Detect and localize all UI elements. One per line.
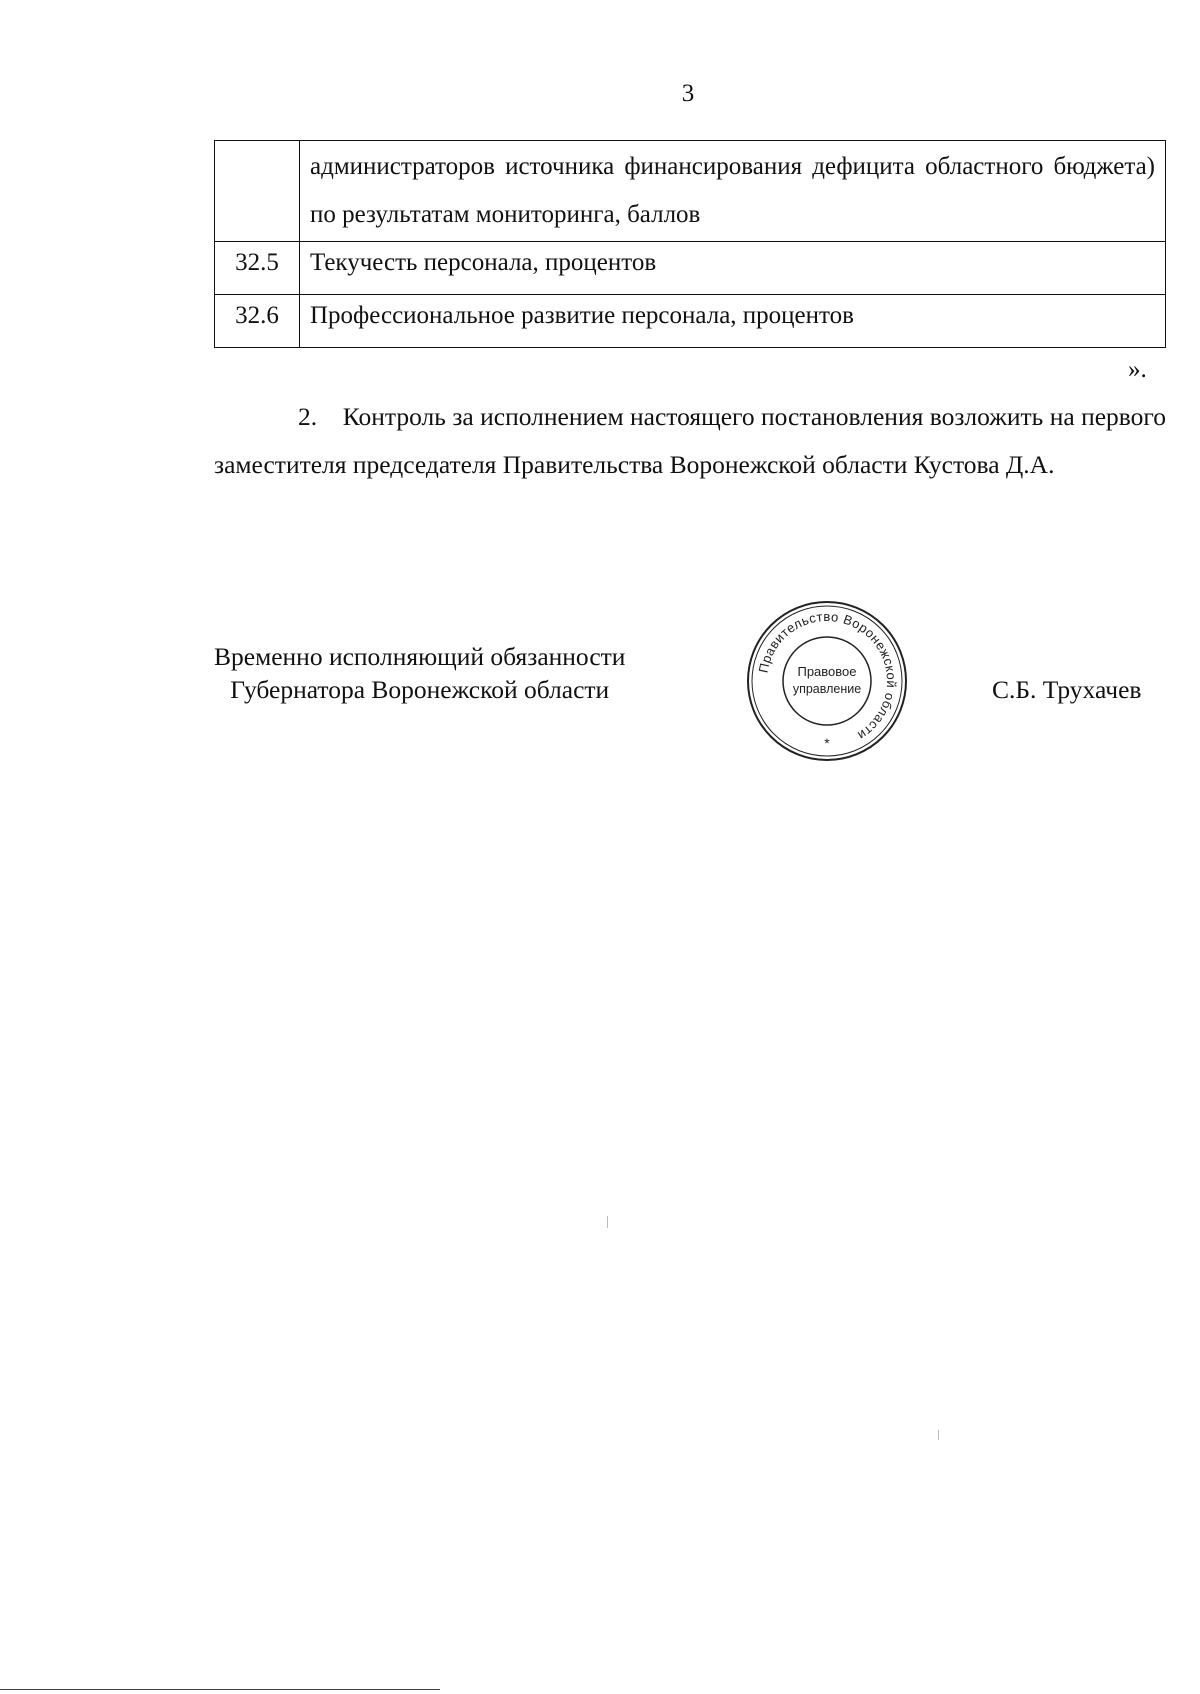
table-row [215,295,1166,348]
footer-rule [0,1689,440,1690]
table-row [215,141,1166,242]
scan-speck [938,1430,939,1440]
closing-quote: ». [1128,356,1147,383]
table-cell-number: 32.6 [215,295,300,348]
table-cell-description: администраторов источника финансирования дефицита областного бюджета) по результатам мониторинга, баллов [300,141,1166,242]
scan-speck [607,1216,608,1228]
signatory-title-line-2: Губернатора Воронежской области [230,675,610,704]
page-number: 3 [681,80,695,107]
table-cell-description: Профессиональное развитие персонала, процентов [300,295,1166,348]
stamp-center-line-2: управление [792,682,862,696]
table-cell-number: 32.5 [215,242,300,295]
stamp-bottom-mark: * [824,735,830,751]
official-seal-stamp [744,598,910,764]
stamp-center-line-1: Правовое [797,664,857,679]
resolution-paragraph [214,393,1166,489]
table-row [215,242,1166,295]
indicators-table [214,140,1166,348]
paragraph-number: 2. [298,402,318,431]
paragraph-text: Контроль за исполнением настоящего постановления возложить на первого заместителя председателя Правительства Воронежской области Кустова Д.А. [214,402,1166,479]
signatory-title [214,640,625,706]
signatory-name: С.Б. Трухачев [992,675,1142,704]
signatory-title-line-1: Временно исполняющий обязанности [214,642,626,671]
stamp-ring-text: Правительство Воронежской области [755,608,900,744]
table-cell-number [215,141,300,242]
table-cell-description: Текучесть персонала, процентов [300,242,1166,295]
